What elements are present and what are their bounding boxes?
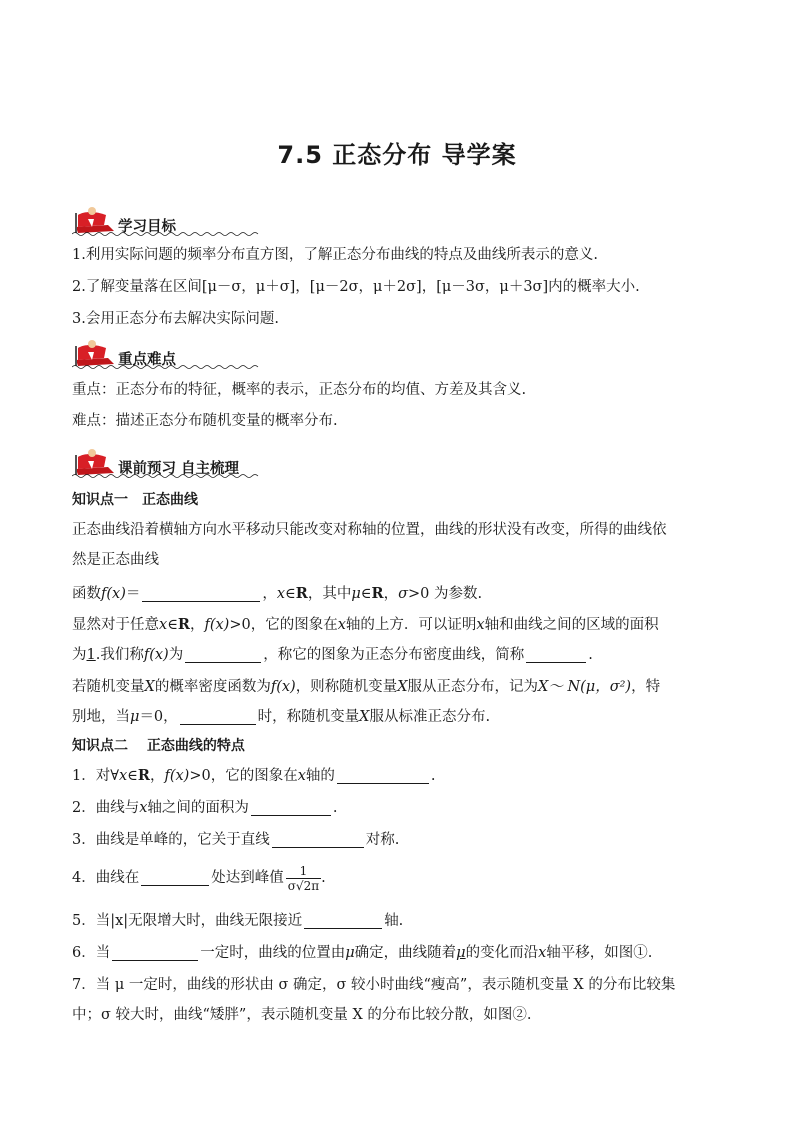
text: ∈: [127, 768, 138, 784]
text: 5．当|x|无限增大时，曲线无限接近: [72, 913, 303, 929]
math: σ: [398, 586, 408, 602]
kp2-item: 中；σ 较大时，曲线“矮胖”，表示随机变量 X 的分布比较分散，如图②.: [72, 1007, 532, 1023]
text: .: [332, 800, 338, 816]
text: 服从标准正态分布.: [369, 709, 491, 725]
text: .: [588, 647, 593, 663]
math: R: [295, 585, 308, 602]
text: 为: [168, 647, 184, 663]
math: f(x): [101, 586, 126, 602]
kp1-line: [72, 615, 732, 635]
section-header-preview: [72, 447, 272, 481]
kp2-item: [72, 766, 732, 786]
fraction-peak: [286, 864, 321, 893]
text: ，则称随机变量: [295, 679, 398, 695]
math: x: [297, 768, 306, 784]
text: 对称.: [365, 832, 400, 848]
math: f(x): [143, 647, 169, 663]
text: 1．对∀: [72, 768, 119, 784]
text: 为: [72, 647, 87, 663]
goal-item: 2.了解变量落在区间[μ－σ，μ＋σ]，[μ－2σ，μ＋2σ]，[μ－3σ，μ＋3σ]内的概率大小.: [72, 279, 640, 295]
kp1-line: [72, 677, 732, 697]
text: 3．曲线是单峰的，它关于直线: [72, 832, 270, 848]
kp2-item: [72, 798, 732, 818]
goal-item: 1.利用实际问题的频率分布直方图，了解正态分布曲线的特点及曲线所表示的意义.: [72, 247, 598, 263]
text: ∈: [285, 586, 296, 602]
text: 确定，曲线随着: [354, 945, 457, 961]
text: 轴和曲线之间的区域的面积: [484, 617, 659, 633]
keypoint-item: 难点：描述正态分布随机变量的概率分布.: [72, 413, 338, 429]
kp1-function-line: [72, 584, 732, 604]
text: ，特: [631, 679, 661, 695]
page-title: 7.5 正态分布 导学案: [277, 141, 517, 169]
text: 若随机变量: [72, 679, 145, 695]
text: ∈: [360, 586, 372, 602]
section-title: 重点难点: [118, 352, 176, 368]
math: X: [144, 679, 155, 695]
text: ∈: [167, 617, 178, 633]
text: .: [430, 768, 436, 784]
fill-blank[interactable]: [337, 767, 429, 784]
text: .我们称: [95, 647, 144, 663]
text: 的变化而沿: [465, 945, 539, 961]
math: μ: [456, 945, 466, 961]
math: μ: [345, 945, 355, 961]
text: 别地，当: [72, 709, 130, 725]
text: ，: [262, 586, 277, 602]
math: x: [139, 800, 148, 816]
wavy-underline: [72, 473, 262, 479]
text: >0，它的图象在: [229, 617, 338, 633]
math: f(x): [204, 617, 230, 633]
fill-blank[interactable]: [141, 869, 209, 886]
section-header-keypoints: [72, 338, 272, 372]
fill-blank[interactable]: [304, 912, 382, 929]
text: 轴的: [305, 768, 335, 784]
denominator: σ√2π: [287, 878, 320, 893]
math: X: [359, 709, 370, 725]
text: ，: [383, 586, 399, 602]
goal-item: 3.会用正态分布去解决实际问题.: [72, 311, 279, 327]
text: 轴.: [384, 913, 404, 929]
kp1-paragraph: 正态曲线沿着横轴方向水平移动只能改变对称轴的位置，曲线的形状没有改变，所得的曲线依: [72, 522, 667, 538]
text: >0 为参数.: [407, 586, 483, 602]
text: ，称它的图象为正态分布密度曲线，简称: [263, 647, 525, 663]
fill-blank[interactable]: [142, 585, 260, 602]
text: ＝0，: [139, 709, 178, 725]
text: 6．当: [72, 945, 111, 961]
math: R: [371, 585, 384, 602]
text: 2．曲线与: [72, 800, 140, 816]
text: 的概率密度函数为: [154, 679, 271, 695]
text: 轴之间的面积为: [147, 800, 249, 816]
math: X: [397, 679, 408, 695]
text: 4．曲线在: [72, 870, 140, 886]
kp1-line: [72, 645, 732, 665]
wavy-underline: [72, 364, 262, 370]
math: f(x): [164, 768, 190, 784]
section-title: 学习目标: [118, 219, 176, 235]
text: ＝: [125, 586, 141, 602]
math: x: [118, 768, 128, 784]
kp1-line: [72, 707, 732, 727]
kp2-item: [72, 860, 732, 896]
fill-blank[interactable]: [180, 708, 256, 725]
kp2-item: 7．当 μ 一定时，曲线的形状由 σ 确定，σ 较小时曲线“瘦高”，表示随机变量 X 的分布比较集: [72, 977, 676, 993]
text: 轴平移，如图①.: [546, 945, 653, 961]
text: ，: [149, 768, 165, 784]
math: x: [476, 617, 485, 633]
math: μ: [130, 709, 140, 725]
math: R: [137, 767, 150, 784]
fill-blank[interactable]: [112, 944, 198, 961]
math: X～ N(μ，σ²): [538, 679, 632, 695]
fill-blank[interactable]: [272, 831, 364, 848]
text: >0，它的图象在: [189, 768, 298, 784]
math: f(x): [270, 679, 296, 695]
text: 时，称随机变量: [257, 709, 360, 725]
text: 函数: [72, 586, 101, 602]
fill-blank[interactable]: [251, 799, 331, 816]
fill-blank[interactable]: [526, 646, 586, 663]
fill-blank[interactable]: [185, 646, 261, 663]
kp1-paragraph: 然是正态曲线: [72, 552, 159, 568]
math: x: [337, 617, 346, 633]
keypoint-item: 重点：正态分布的特征，概率的表示，正态分布的均值、方差及其含义.: [72, 382, 527, 398]
math: x: [159, 617, 168, 633]
text: 一定时，曲线的位置由: [200, 945, 346, 961]
math: x: [538, 945, 547, 961]
text: ，: [189, 617, 205, 633]
math: x: [276, 586, 286, 602]
kp2-heading: 知识点二 正态曲线的特点: [72, 738, 245, 754]
section-header-goals: [72, 205, 272, 239]
text: 服从正态分布，记为: [407, 679, 539, 695]
text: .: [321, 870, 326, 886]
section-title: 课前预习 自主梳理: [118, 461, 240, 477]
text: 显然对于任意: [72, 617, 159, 633]
wavy-underline: [72, 231, 262, 237]
math: R: [177, 616, 190, 633]
numerator: 1: [286, 864, 321, 879]
kp2-item: [72, 911, 732, 931]
kp2-item: [72, 943, 732, 963]
math: μ: [351, 586, 361, 602]
kp1-heading: 知识点一 正态曲线: [72, 492, 198, 508]
text: 处达到峰值: [211, 870, 284, 886]
text: ，其中: [307, 586, 352, 602]
text: 1: [86, 647, 96, 663]
text: 轴的上方．可以证明: [345, 617, 477, 633]
kp2-item: [72, 830, 732, 850]
